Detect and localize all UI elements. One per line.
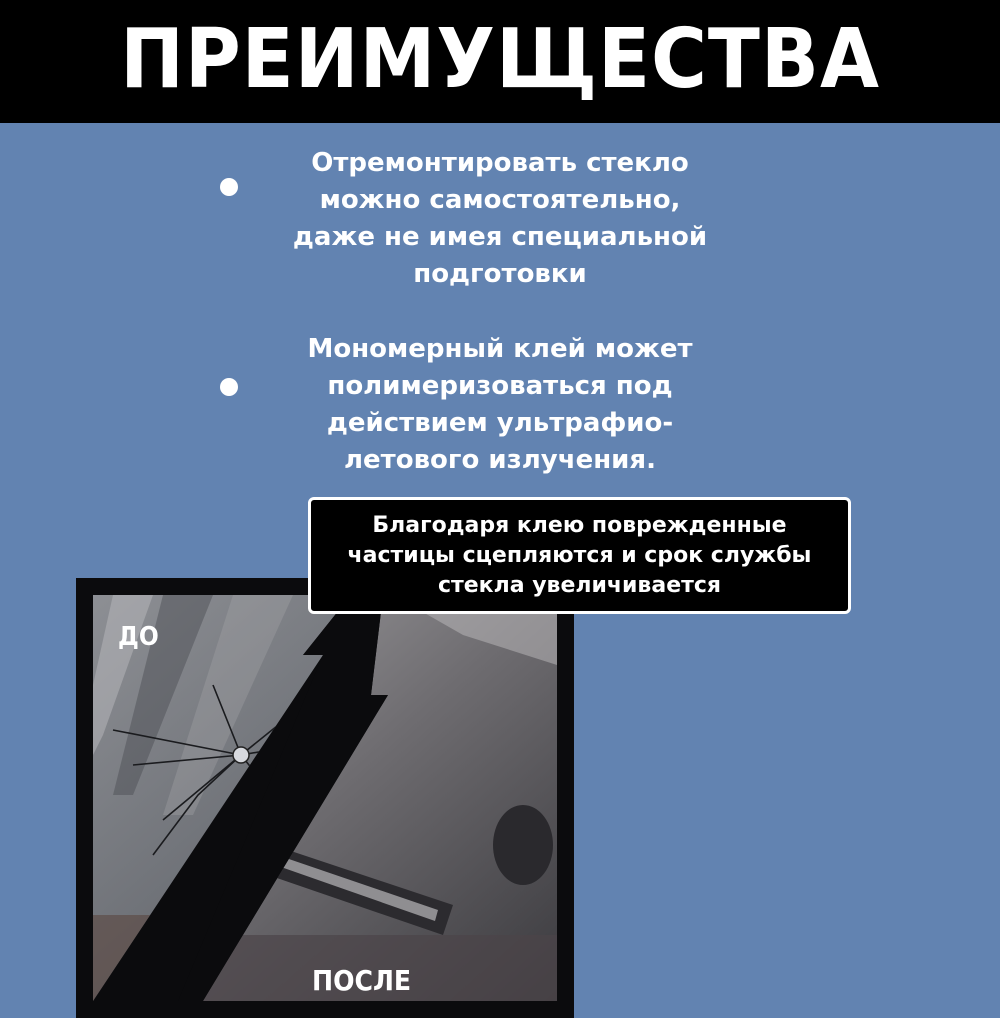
callout-text: Благодаря клею поврежденные частицы сцепляются и срок службы стекла увеличивается (347, 512, 812, 598)
bullet-dot-1 (220, 178, 238, 196)
header-bar (0, 0, 1000, 123)
page-title: ПРЕИМУЩЕСТВА (120, 12, 880, 107)
bullet-dot-2 (220, 378, 238, 396)
before-label: ДО (118, 622, 159, 652)
windshield-image (93, 595, 557, 1001)
callout-box (308, 497, 851, 614)
benefit-text-1: Отремонтировать стекло можно самостоятельно, даже не имея специальной подготовки (292, 148, 708, 289)
after-label: ПОСЛЕ (312, 964, 412, 997)
before-after-photo (76, 578, 574, 1018)
benefit-text-2: Мономерный клей может полимеризоваться под действием ультрафио- летового излучения. (307, 334, 693, 475)
